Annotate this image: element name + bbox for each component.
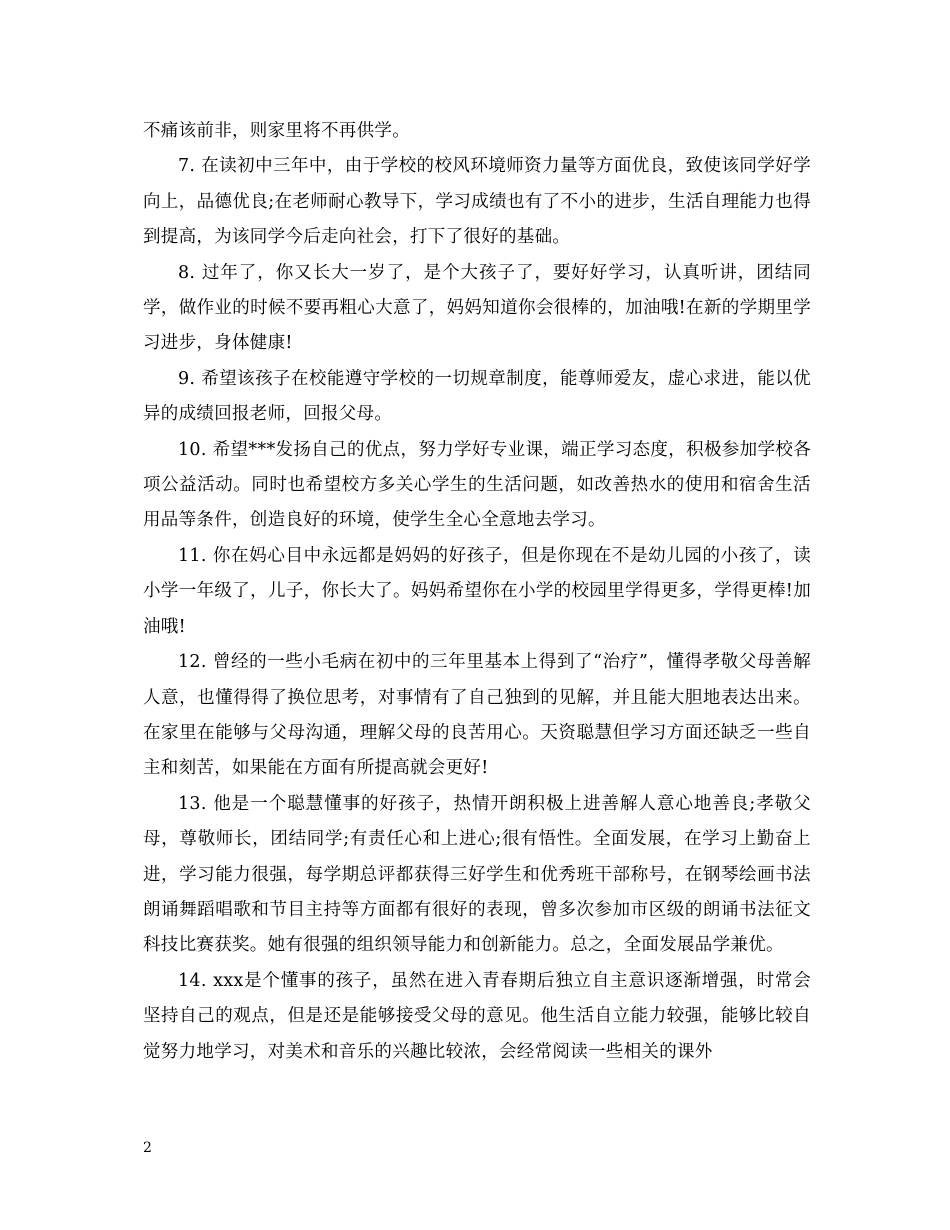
- paragraph-item-13: 13. 他是一个聪慧懂事的好孩子，热情开朗积极上进善解人意心地善良;孝敬父母，尊敬师长，团结同学;有责任心和上进心;很有悟性。全面发展，在学习上勤奋上进，学习能力很强，每学期总评都获得三好学生和优秀班干部称号，在钢琴绘画书法朗诵舞蹈唱歌和节目主持等方面都有很好的表现，曾多次参加市区级的朗诵书法征文科技比赛获奖。她有很强的组织领导能力和创新能力。总之，全面发展品学兼优。: [143, 793, 811, 956]
- paragraph-continuation: 不痛该前非，则家里将不再供学。: [143, 121, 410, 141]
- paragraph-item-9: 9. 希望该孩子在校能遵守学校的一切规章制度，能尊师爱友，虚心求进，能以优异的成绩回报老师，回报父母。: [143, 368, 811, 425]
- document-body: [143, 114, 811, 1070]
- paragraph-item-7: 7. 在读初中三年中，由于学校的校风环境师资力量等方面优良，致使该同学好学向上，品德优良;在老师耐心教导下，学习成绩也有了不小的进步，生活自理能力也得到提高，为该同学今后走向社会，打下了很好的基础。: [143, 156, 811, 248]
- paragraph-item-11: 11. 你在妈心目中永远都是妈妈的好孩子，但是你现在不是幼儿园的小孩了，读小学一年级了，儿子，你长大了。妈妈希望你在小学的校园里学得更多，学得更棒!加油哦!: [143, 545, 811, 637]
- paragraph-item-14: 14. xxx是个懂事的孩子，虽然在进入青春期后独立自主意识逐渐增强，时常会坚持自己的观点，但是还是能够接受父母的意见。他生活自立能力较强，能够比较自觉努力地学习，对美术和音乐的兴趣比较浓，会经常阅读一些相关的课外: [143, 970, 811, 1062]
- page-number: 2: [143, 1140, 152, 1156]
- paragraph-item-10: 10. 希望***发扬自己的优点，努力学好专业课，端正学习态度，积极参加学校各项公益活动。同时也希望校方多关心学生的生活问题，如改善热水的使用和宿舍生活用品等条件，创造良好的环境，使学生全心全意地去学习。: [143, 439, 811, 531]
- paragraph-item-12: 12. 曾经的一些小毛病在初中的三年里基本上得到了“治疗”，懂得孝敬父母善解人意，也懂得得了换位思考，对事情有了自己独到的见解，并且能大胆地表达出来。在家里在能够与父母沟通，理解父母的良苦用心。天资聪慧但学习方面还缺乏一些自主和刻苦，如果能在方面有所提高就会更好!: [143, 652, 811, 779]
- paragraph-item-8: 8. 过年了，你又长大一岁了，是个大孩子了，要好好学习，认真听讲，团结同学，做作业的时候不要再粗心大意了，妈妈知道你会很棒的，加油哦!在新的学期里学习进步，身体健康!: [143, 262, 811, 354]
